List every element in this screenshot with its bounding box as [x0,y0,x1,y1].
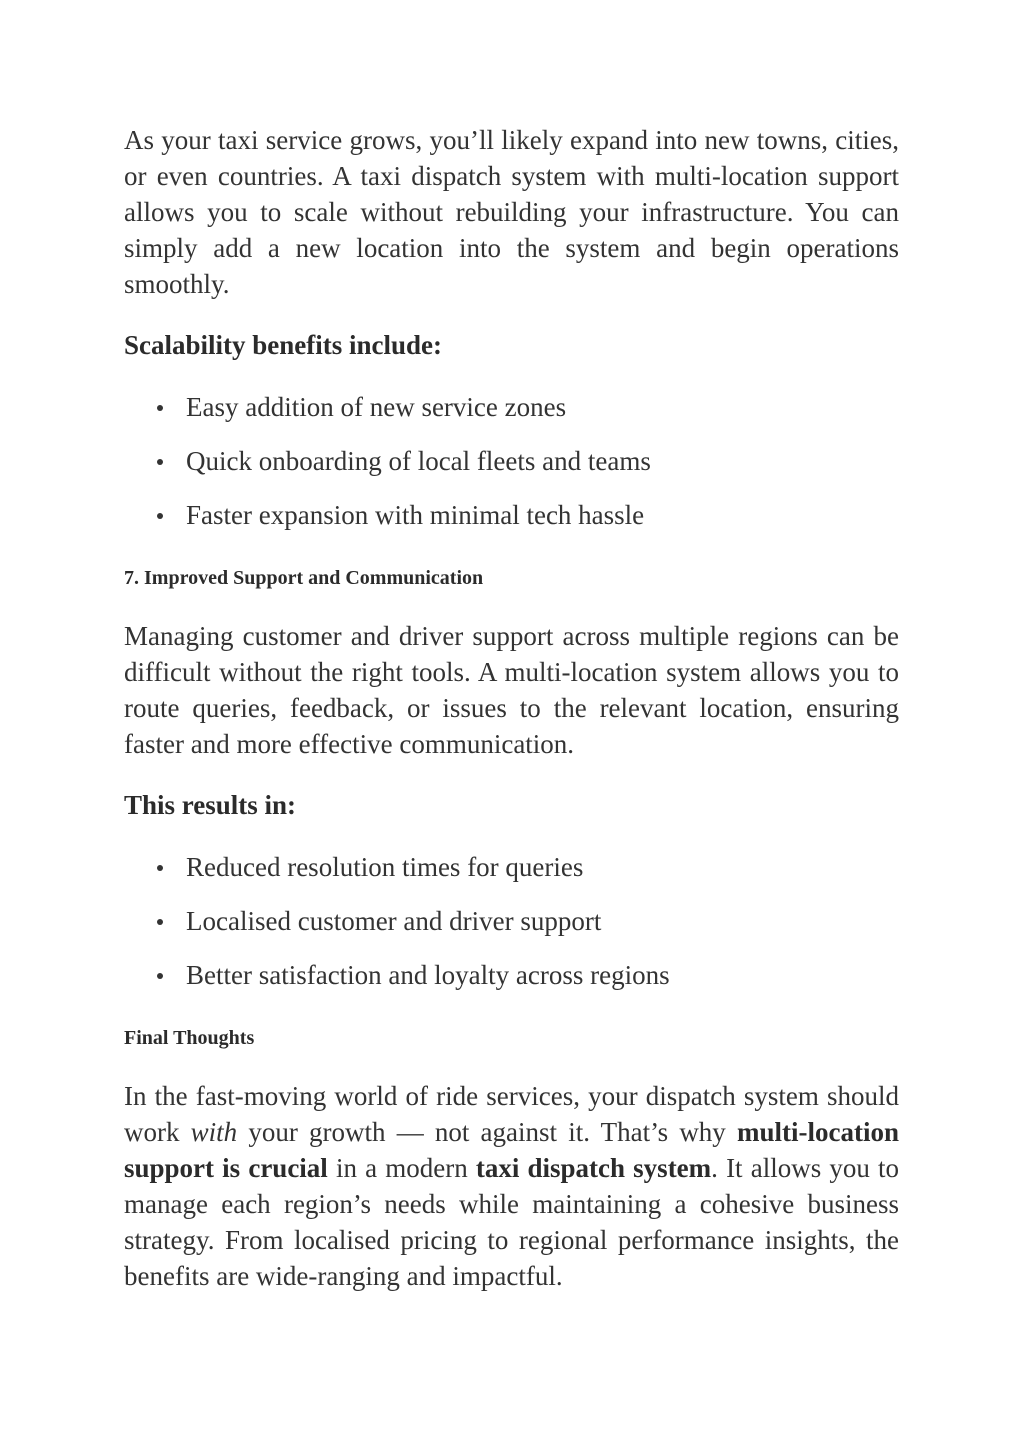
bold-text: taxi dispatch system [475,1153,712,1183]
list-item: Reduced resolution times for queries [124,849,899,885]
section-7-paragraph: Managing customer and driver support across multiple regions can be difficult without the right tools. A multi-location system allows you to route queries, feedback, or issues to the relevant location, ensuring faster and more effective communication. [124,621,899,759]
bullet-dot-icon [157,513,163,519]
section-7-heading: 7. Improved Support and Communication [124,567,484,589]
list-item: Better satisfaction and loyalty across regions [124,957,899,993]
results-list [124,849,899,993]
article-content [124,122,899,1294]
intro-paragraph: As your taxi service grows, you’ll likely expand into new towns, cities, or even countries. A taxi dispatch system with multi-location support allows you to scale without rebuilding your infrastructure. You can simply add a new location into the system and begin operations smoothly. [124,125,899,299]
list-item: Localised customer and driver support [124,903,899,939]
list-item: Quick onboarding of local fleets and teams [124,443,899,479]
bullet-dot-icon [157,865,163,871]
emphasis-text: with [190,1117,238,1147]
list-item: Easy addition of new service zones [124,389,899,425]
list-item: Faster expansion with minimal tech hassle [124,497,899,533]
scalability-list [124,389,899,533]
bullet-dot-icon [157,405,163,411]
bold-text: multi-location support is crucial [124,1117,899,1183]
scalability-heading: Scalability benefits include: [124,330,443,360]
bullet-dot-icon [157,973,163,979]
results-heading: This results in: [124,790,297,820]
bullet-dot-icon [157,459,163,465]
bullet-dot-icon [157,919,163,925]
final-thoughts-paragraph: In the fast-moving world of ride services, your dispatch system should work with your growth — not against it. That’s why multi-location support is crucial in a modern taxi dispatch system. It allows you to manage each region’s needs while maintaining a cohesive business strategy. From localised pricing to regional performance insights, the benefits are wide-ranging and impactful. [124,1081,899,1291]
final-thoughts-heading: Final Thoughts [124,1027,255,1049]
